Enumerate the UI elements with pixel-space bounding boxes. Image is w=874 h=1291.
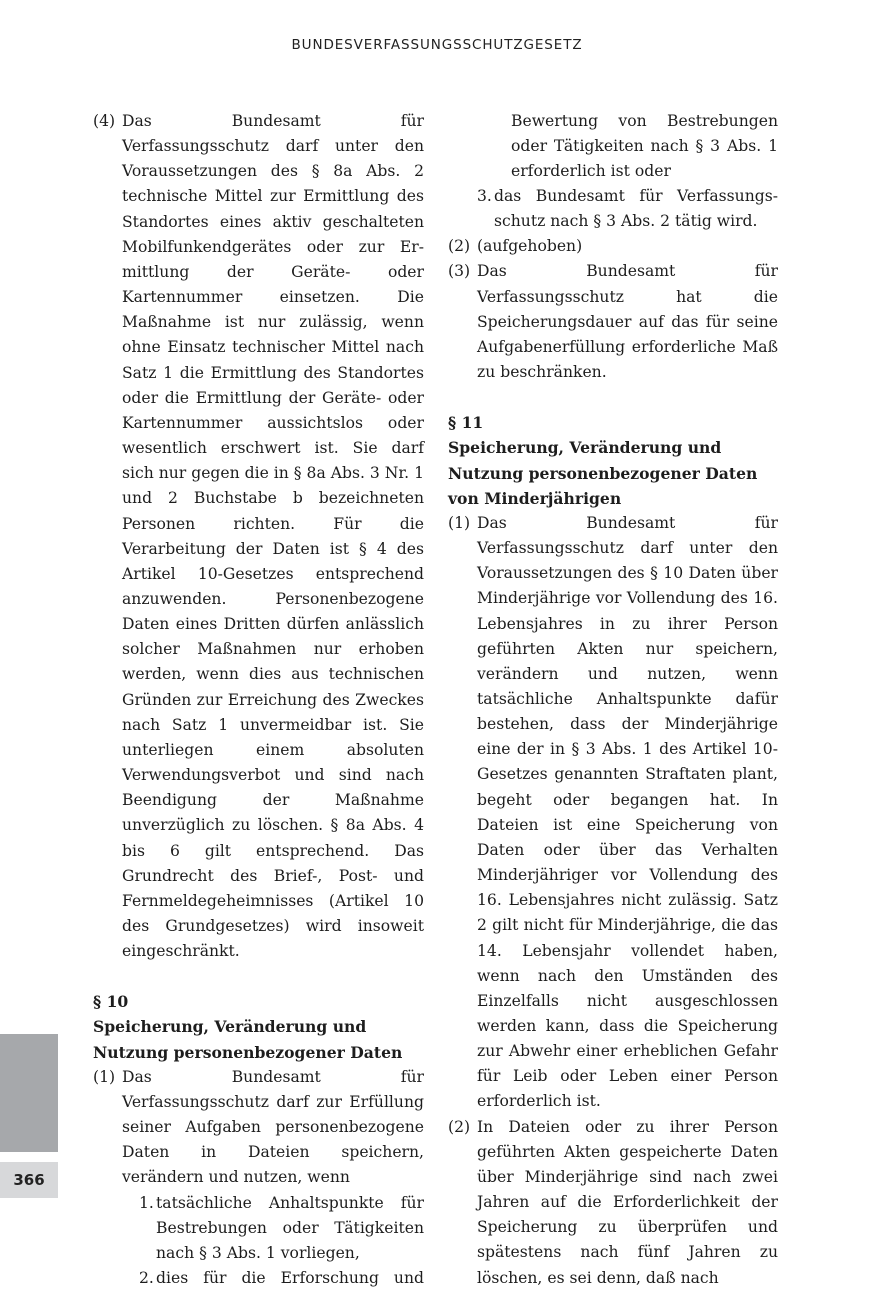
paragraph-4	[93, 109, 424, 964]
paragraph-number: (1)	[448, 513, 471, 532]
paragraph-text: Das Bundesamt für Verfassungsschutz darf unter den Voraussetzungen des § 8a Abs. 2 technische Mittel zur Ermittlung des Standortes eines aktiv geschalteten Mobilfunkendgerätes oder zur Ermittlung der Geräte- oder Kartennummer einsetzen. Die Maßnahme ist nur zulässig, wenn ohne Einsatz technischer Mittel nach Satz 1 die Ermittlung des Standortes oder die Ermittlung der Geräte- oder Kartennummer aussichtslos oder wesentlich erschwert ist. Sie darf sich nur gegen die in § 8a Abs. 3 Nr. 1 und 2 Buchstabe b bezeichneten Personen richten. Für die Verarbeitung der Daten ist § 4 des Artikel 10-Gesetzes entsprechend anzuwenden. Personenbezogene Daten eines Dritten dürfen anlässlich solcher Maßnahmen nur erhoben werden, wenn dies aus technischen Gründen zur Erreichung des Zweckes nach Satz 1 unvermeidbar ist. Sie unterliegen einem absoluten Verwendungsverbot und sind nach Beendigung der Maßnahme unverzüglich zu löschen. § 8a Abs. 4 bis 6 gilt entsprechend. Das Grundrecht des Brief-, Post- und Fernmeldegeheimnisses (Artikel 10 des Grundgesetzes) wird insoweit eingeschränkt.	[122, 112, 424, 961]
list-item-continuation	[448, 109, 778, 184]
paragraph-number: (3)	[448, 262, 471, 281]
paragraph-text: Das Bundesamt für Verfassungsschutz darf unter den Voraussetzungen des § 10 Daten über Minderjährige vor Vollendung des 16. Lebensjahres in zu ihrer Person geführten Akten nur speichern, verändern und nutzen, wenn tatsächliche Anhaltspunkte dafür bestehen, dass der Minderjährige eine der in § 3 Abs. 1 des Artikel 10-Gesetzes genannten Straftaten plant, begeht oder begangen hat. In Dateien ist eine Speicherung von Daten oder über das Verhalten Minderjähriger vor Vollendung des 16. Lebensjahres nicht zulässig. Satz 2 gilt nicht für Minderjährige, die das 14. Lebensjahr vollendet haben, wenn nach den Umständen des Einzelfalls nicht ausgeschlossen werden kann, dass die Speicherung zur Abwehr einer erheblichen Gefahr für Leib oder Leben einer Person erforderlich ist.	[477, 513, 778, 1111]
section-10-paragraph-2	[448, 234, 778, 259]
list-item	[139, 1266, 424, 1291]
paragraph-text: In Dateien oder zu ihrer Person geführten Akten gespeicherte Daten über Minderjährige sind nach zwei Jahren auf die Erforderlichkeit der Speicherung zu überprüfen und spätestens nach fünf Jahren zu löschen, es sei denn, daß nach	[477, 1117, 778, 1287]
section-10-paragraph-3	[448, 259, 778, 385]
list-item-number: 2.	[139, 1269, 154, 1288]
list-item-text: dies für die Erforschung und	[156, 1269, 424, 1288]
section-11-number: § 11	[448, 413, 484, 433]
running-header-title: BUNDESVERFASSUNGSSCHUTZGESETZ	[291, 37, 583, 53]
chapter-tab-marker	[0, 1034, 58, 1152]
right-column	[448, 109, 778, 1291]
paragraph-number: (2)	[448, 237, 471, 256]
paragraph-text: (aufgehoben)	[477, 237, 583, 256]
list-item-text: Bewertung von Bestrebungen oder Tätigkeiten nach § 3 Abs. 1 erforderlich ist oder	[511, 112, 778, 181]
section-10-list	[93, 1191, 424, 1291]
section-10-number: § 10	[93, 992, 129, 1012]
section-10-list-item-3-wrap	[448, 184, 778, 234]
paragraph-number: (4)	[93, 112, 116, 130]
section-10-title: Speicherung, Veränderung und Nutzung personenbezogener Daten	[93, 1017, 403, 1062]
paragraph-number: (1)	[93, 1067, 116, 1086]
list-item	[139, 1191, 424, 1266]
section-11-title: Speicherung, Veränderung und Nutzung personenbezogener Daten von Minderjährigen	[448, 438, 758, 508]
paragraph-text: Das Bundesamt für Verfassungsschutz hat die Speicherungsdauer auf das für seine Aufgabenerfüllung erforderliche Maß zu beschränken.	[477, 262, 778, 382]
section-10-paragraph-1	[93, 1065, 424, 1191]
page-number: 366	[0, 1162, 58, 1198]
list-item	[477, 184, 778, 234]
paragraph-number: (2)	[448, 1117, 471, 1136]
section-11-paragraph-1	[448, 511, 778, 1115]
list-item-number: 1.	[139, 1193, 154, 1212]
list-item	[494, 109, 778, 184]
list-item-text: tatsächliche Anhaltspunkte für Bestrebungen oder Tätigkeiten nach § 3 Abs. 1 vorliegen,	[156, 1193, 424, 1262]
list-item-text: das Bundesamt für Verfassungsschutz nach § 3 Abs. 2 tätig wird.	[494, 187, 778, 231]
list-item-number: 3.	[477, 187, 492, 205]
left-column	[93, 109, 424, 1291]
paragraph-text: Das Bundesamt für Verfassungsschutz darf zur Erfüllung seiner Aufgaben personenbezogene Daten in Dateien speichern, verändern und nutzen, wenn	[122, 1067, 424, 1187]
section-11-paragraph-2	[448, 1115, 778, 1291]
